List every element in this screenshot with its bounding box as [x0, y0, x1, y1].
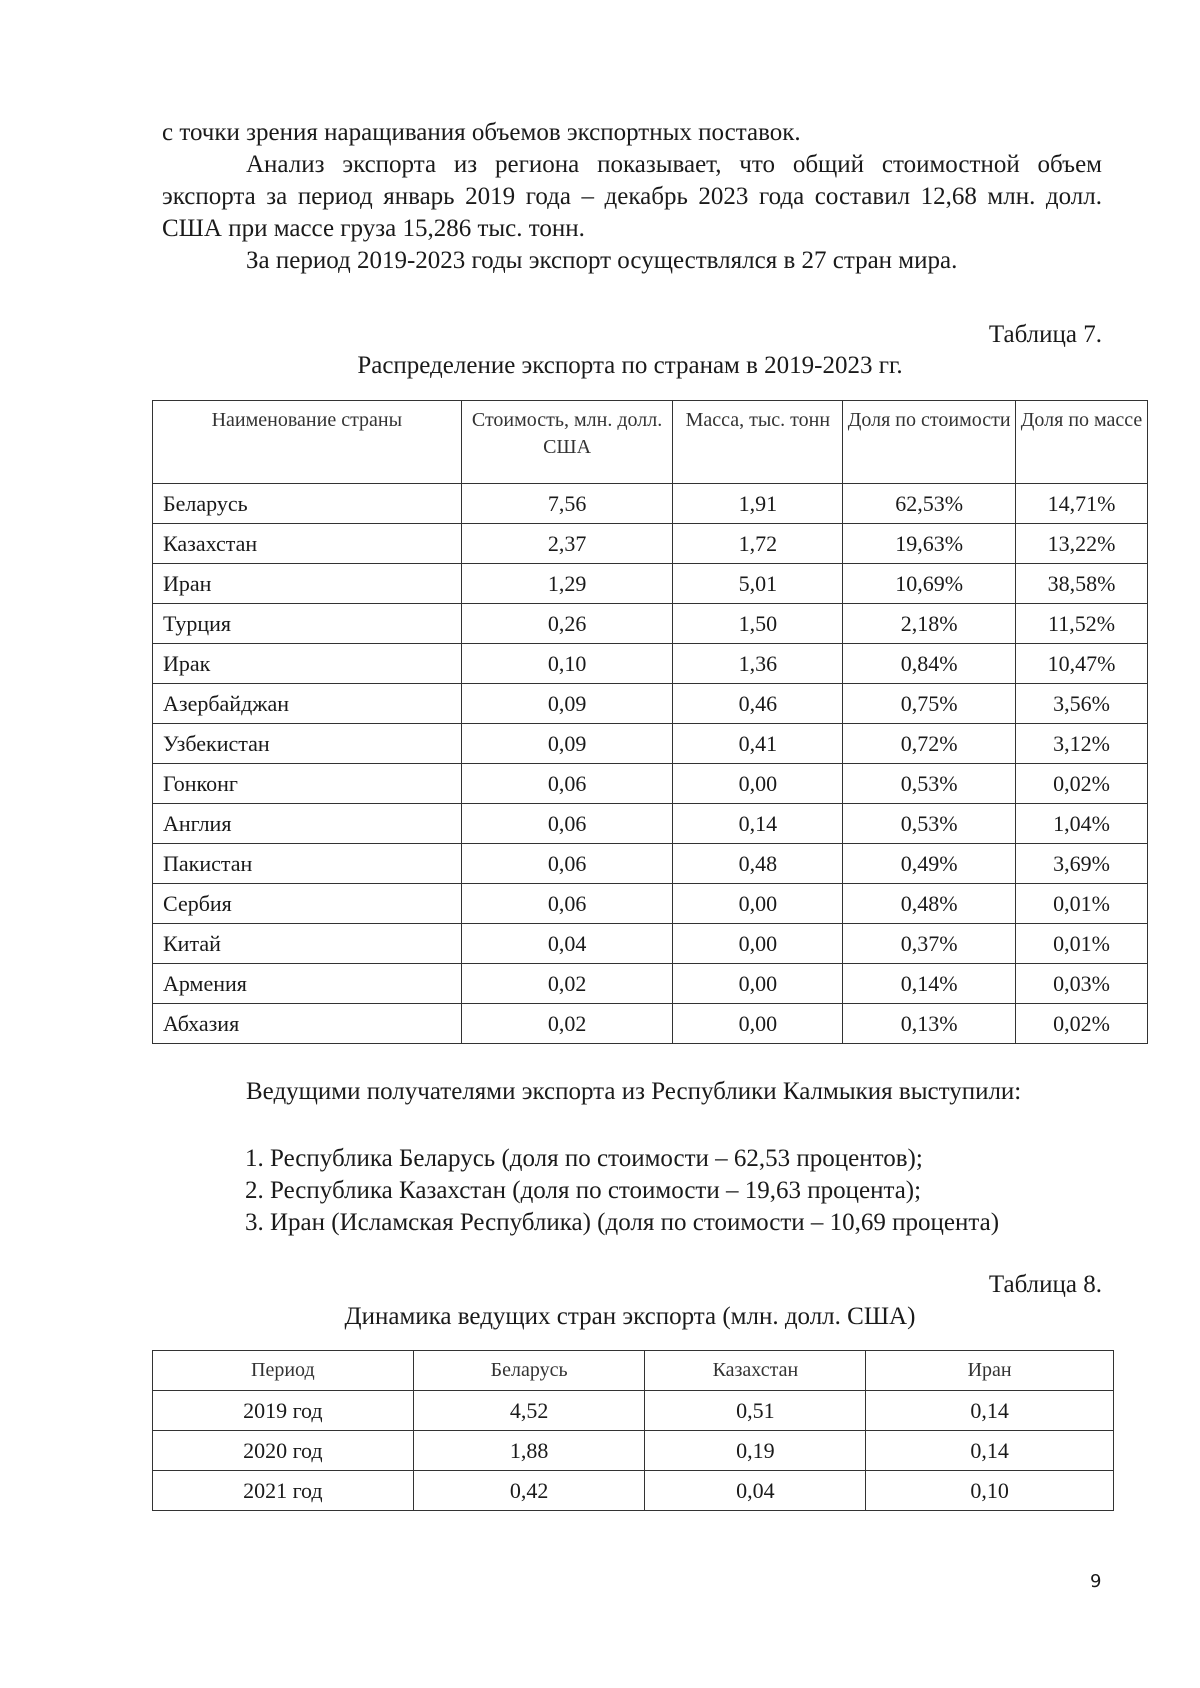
header-mass: Масса, тыс. тонн: [673, 401, 843, 484]
table-cell: Пакистан: [153, 844, 462, 884]
list-item: 2. Республика Казахстан (доля по стоимости – 19,63 процента);: [245, 1177, 922, 1204]
table-cell: 1,88: [413, 1431, 645, 1471]
table-cell: 1,91: [673, 484, 843, 524]
table-cell: 0,03%: [1016, 964, 1148, 1004]
header-country: Наименование страны: [153, 401, 462, 484]
table-row: [153, 964, 1148, 1004]
table-cell: 0,06: [461, 804, 673, 844]
table8-body: [153, 1391, 1114, 1511]
table-row: [153, 524, 1148, 564]
table-cell: 2,37: [461, 524, 673, 564]
table-cell: 0,09: [461, 724, 673, 764]
table-cell: Иран: [153, 564, 462, 604]
table-row: [153, 1004, 1148, 1044]
table-cell: Беларусь: [153, 484, 462, 524]
table-cell: 0,14: [866, 1431, 1114, 1471]
table-cell: 0,14%: [843, 964, 1016, 1004]
table-header-row: [153, 1351, 1114, 1391]
table-row: [153, 484, 1148, 524]
table-cell: Армения: [153, 964, 462, 1004]
header-value: Стоимость, млн. долл. США: [461, 401, 673, 484]
table-cell: 0,00: [673, 1004, 843, 1044]
table-cell: 0,02: [461, 964, 673, 1004]
table-cell: 0,42: [413, 1471, 645, 1511]
table-row: [153, 564, 1148, 604]
table-cell: 0,14: [866, 1391, 1114, 1431]
table-cell: Узбекистан: [153, 724, 462, 764]
table-row: [153, 924, 1148, 964]
table7-title: Распределение экспорта по странам в 2019-2023 гг.: [357, 352, 903, 379]
table-cell: 2020 год: [153, 1431, 414, 1471]
table-cell: 1,29: [461, 564, 673, 604]
table-cell: 62,53%: [843, 484, 1016, 524]
header-belarus: Беларусь: [413, 1351, 645, 1391]
table-cell: Абхазия: [153, 1004, 462, 1044]
table-cell: 3,56%: [1016, 684, 1148, 724]
table-cell: 0,09: [461, 684, 673, 724]
table-cell: 2019 год: [153, 1391, 414, 1431]
table-cell: 0,26: [461, 604, 673, 644]
table-cell: Турция: [153, 604, 462, 644]
page-number: 9: [1090, 1571, 1102, 1592]
table-cell: Казахстан: [153, 524, 462, 564]
table-row: [153, 1391, 1114, 1431]
table-cell: 0,13%: [843, 1004, 1016, 1044]
table-cell: 0,06: [461, 884, 673, 924]
table-cell: 0,37%: [843, 924, 1016, 964]
table-cell: 0,53%: [843, 764, 1016, 804]
table-cell: 0,46: [673, 684, 843, 724]
leaders-intro: Ведущими получателями экспорта из Республики Калмыкия выступили:: [246, 1078, 1022, 1105]
leaders-section: [162, 1076, 1102, 1108]
table-cell: 0,41: [673, 724, 843, 764]
export-analysis-paragraph: Анализ экспорта из региона показывает, что общий стоимостной объем экспорта за период январь 2019 года – декабрь 2023 года составил 12,68 млн. долл. США при массе груза 15,286 тыс. тонн.: [162, 151, 1102, 242]
table-cell: 0,00: [673, 924, 843, 964]
table-cell: 0,06: [461, 844, 673, 884]
table-cell: 0,06: [461, 764, 673, 804]
table-cell: 0,02: [461, 1004, 673, 1044]
table-cell: 0,00: [673, 964, 843, 1004]
table-cell: Гонконг: [153, 764, 462, 804]
header-iran: Иран: [866, 1351, 1114, 1391]
table-row: [153, 844, 1148, 884]
table-cell: 0,19: [645, 1431, 866, 1471]
table-cell: Сербия: [153, 884, 462, 924]
table-cell: 3,12%: [1016, 724, 1148, 764]
table-row: [153, 724, 1148, 764]
export-by-country-table: [152, 400, 1148, 1044]
table-row: [153, 604, 1148, 644]
table-cell: 0,10: [866, 1471, 1114, 1511]
table8-title: Динамика ведущих стран экспорта (млн. долл. США): [344, 1303, 916, 1330]
table-cell: 14,71%: [1016, 484, 1148, 524]
table-cell: 0,10: [461, 644, 673, 684]
table7-body: [153, 484, 1148, 1044]
table-row: [153, 684, 1148, 724]
table-row: [153, 1471, 1114, 1511]
table8-label: Таблица 8.: [988, 1271, 1102, 1298]
table-cell: 10,69%: [843, 564, 1016, 604]
table-cell: 0,48%: [843, 884, 1016, 924]
table-cell: 0,48: [673, 844, 843, 884]
table-cell: 3,69%: [1016, 844, 1148, 884]
table-cell: 0,14: [673, 804, 843, 844]
table-cell: 10,47%: [1016, 644, 1148, 684]
table-row: [153, 804, 1148, 844]
table-cell: 38,58%: [1016, 564, 1148, 604]
table-cell: 1,50: [673, 604, 843, 644]
table-cell: 1,36: [673, 644, 843, 684]
table-cell: 0,00: [673, 884, 843, 924]
header-kazakhstan: Казахстан: [645, 1351, 866, 1391]
table-cell: 0,02%: [1016, 1004, 1148, 1044]
table-cell: 13,22%: [1016, 524, 1148, 564]
table-cell: 1,04%: [1016, 804, 1148, 844]
table-cell: Азербайджан: [153, 684, 462, 724]
table-row: [153, 644, 1148, 684]
table-cell: 11,52%: [1016, 604, 1148, 644]
export-countries-paragraph: За период 2019-2023 годы экспорт осуществлялся в 27 стран мира.: [246, 247, 958, 274]
table-cell: 0,72%: [843, 724, 1016, 764]
intro-line: с точки зрения наращивания объемов экспортных поставок.: [162, 119, 801, 146]
table-header-row: [153, 401, 1148, 484]
table-cell: 0,75%: [843, 684, 1016, 724]
header-period: Период: [153, 1351, 414, 1391]
table-cell: Китай: [153, 924, 462, 964]
table-cell: Англия: [153, 804, 462, 844]
table-cell: 0,02%: [1016, 764, 1148, 804]
table-cell: 0,01%: [1016, 884, 1148, 924]
leaders-list: [245, 1143, 999, 1239]
table-cell: 0,53%: [843, 804, 1016, 844]
table-cell: 2021 год: [153, 1471, 414, 1511]
table-row: [153, 884, 1148, 924]
table-cell: 0,04: [645, 1471, 866, 1511]
table-row: [153, 764, 1148, 804]
leading-countries-dynamics-table: [152, 1350, 1114, 1511]
table7-label: Таблица 7.: [988, 321, 1102, 348]
table-cell: 2,18%: [843, 604, 1016, 644]
table-cell: 4,52: [413, 1391, 645, 1431]
list-item: 3. Иран (Исламская Республика) (доля по стоимости – 10,69 процента): [245, 1209, 1000, 1236]
table-cell: 0,01%: [1016, 924, 1148, 964]
table-cell: 19,63%: [843, 524, 1016, 564]
table-cell: 0,51: [645, 1391, 866, 1431]
table-cell: 0,49%: [843, 844, 1016, 884]
table-cell: 0,00: [673, 764, 843, 804]
table-cell: 1,72: [673, 524, 843, 564]
intro-text: [162, 117, 1102, 277]
table-cell: 7,56: [461, 484, 673, 524]
table-cell: 5,01: [673, 564, 843, 604]
table-cell: 0,04: [461, 924, 673, 964]
list-item: 1. Республика Беларусь (доля по стоимости – 62,53 процентов);: [245, 1145, 923, 1172]
header-mass-share: Доля по массе: [1016, 401, 1148, 484]
header-value-share: Доля по стоимости: [843, 401, 1016, 484]
table-row: [153, 1431, 1114, 1471]
table-cell: 0,84%: [843, 644, 1016, 684]
table-cell: Ирак: [153, 644, 462, 684]
